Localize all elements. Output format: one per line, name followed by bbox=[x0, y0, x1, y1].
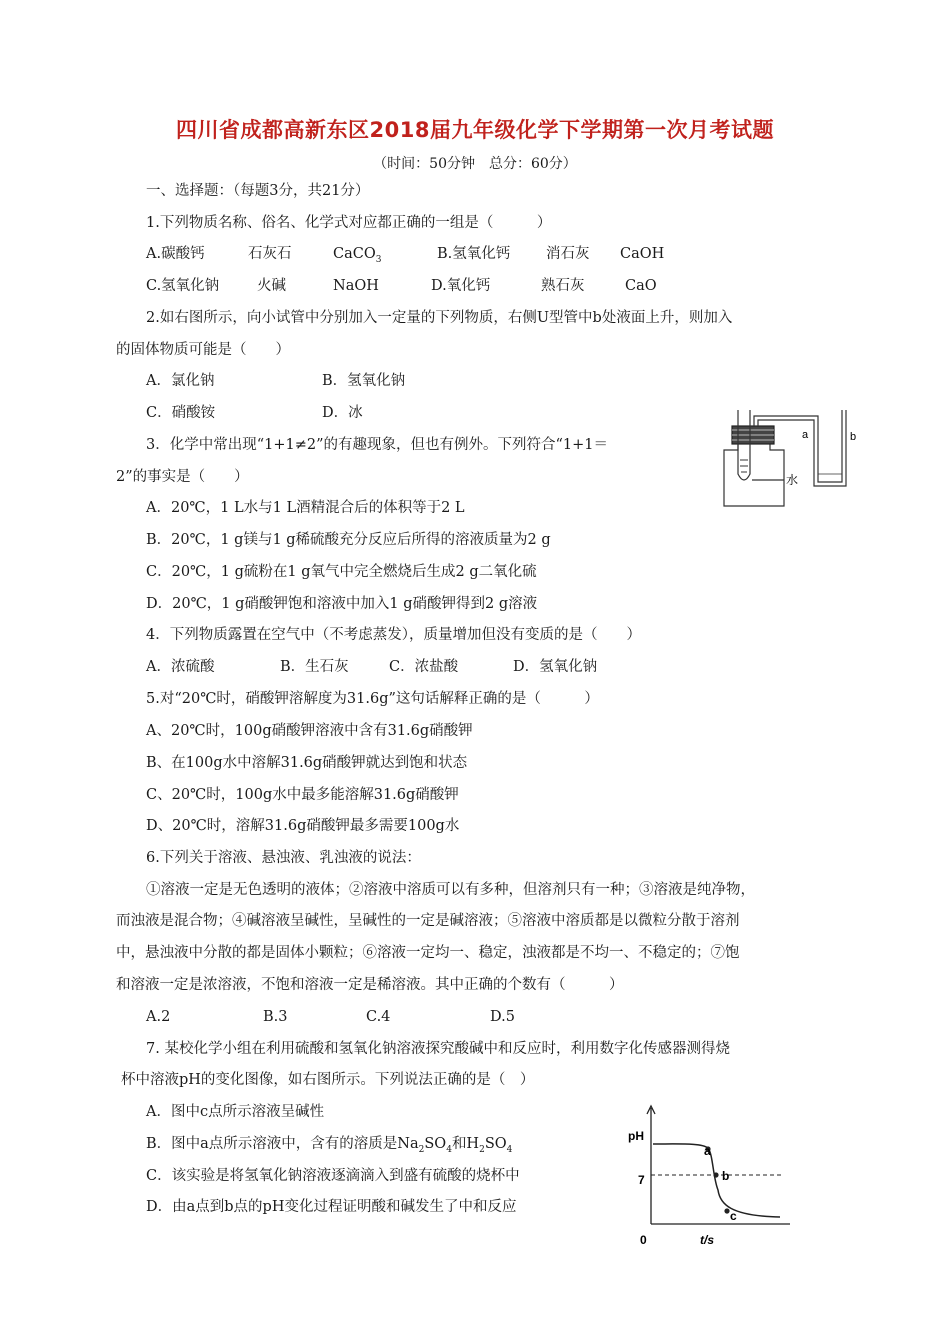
q1-option-d-formula: CaO bbox=[625, 278, 657, 294]
apparatus-label-water: 水 bbox=[786, 473, 799, 487]
q3-option-d: D．20℃，1 g硝酸钾饱和溶液中加入1 g硝酸钾得到2 g溶液 bbox=[146, 596, 538, 612]
question-4-stem: 4．下列物质露置在空气中（不考虑蒸发），质量增加但没有变质的是（ ） bbox=[146, 627, 641, 643]
q1-option-a-formula: CaCO$_3$ bbox=[333, 246, 382, 265]
question-6-text-1: ①溶液一定是无色透明的液体；②溶液中溶质可以有多种，但溶剂只有一种；③溶液是纯净物， bbox=[146, 882, 755, 898]
q4-option-a: A．浓硫酸 bbox=[146, 659, 215, 675]
q6-option-d: D.5 bbox=[490, 1009, 515, 1025]
page-title: 四川省成都高新东区2018届九年级化学下学期第一次月考试题 bbox=[176, 118, 774, 142]
section-heading: 一、选择题：（每题3分，共21分） bbox=[146, 183, 370, 199]
q4-option-d: D．氢氧化钠 bbox=[513, 659, 598, 675]
question-6-text-2: 而浊液是混合物；④碱溶液呈碱性，呈碱性的一定是碱溶液；⑤溶液中溶质都是以微粒分散于溶剂 bbox=[116, 913, 740, 929]
point-a-label: a bbox=[704, 1144, 711, 1158]
q5-option-b: B、在100g水中溶解31.6g硝酸钾就达到饱和状态 bbox=[146, 755, 468, 771]
q2-option-c: C．硝酸铵 bbox=[146, 405, 216, 421]
q1-option-c-formula: NaOH bbox=[333, 278, 379, 294]
apparatus-label-b: b bbox=[850, 431, 857, 443]
question-5-stem: 5.对“20℃时，硝酸钾溶解度为31.6g”这句话解释正确的是（ ） bbox=[146, 691, 599, 707]
q5-option-c: C、20℃时，100g水中最多能溶解31.6g硝酸钾 bbox=[146, 787, 459, 803]
q1-option-b-label: B.氢氧化钙 bbox=[437, 246, 511, 262]
question-3-line-1: 3．化学中常出现“1+1≠2”的有趣现象，但也有例外。下列符合“1+1＝ bbox=[146, 437, 609, 453]
q2-option-a: A．氯化钠 bbox=[146, 373, 215, 389]
ph-curve bbox=[653, 1144, 780, 1217]
ph-7-label: 7 bbox=[638, 1173, 645, 1187]
question-3-line-2: 2”的事实是（ ） bbox=[116, 469, 249, 485]
q2-option-b: B．氢氧化钠 bbox=[322, 373, 406, 389]
q3-option-c: C．20℃，1 g硫粉在1 g氧气中完全燃烧后生成2 g二氧化硫 bbox=[146, 564, 537, 580]
q1-option-d-label: D.氧化钙 bbox=[431, 278, 491, 294]
q7-option-b: B．图中a点所示溶液中，含有的溶质是$Na_2SO_4$和$H_2SO_4$ bbox=[146, 1136, 513, 1155]
q5-option-d: D、20℃时，溶解31.6g硝酸钾最多需要100g水 bbox=[146, 818, 460, 834]
question-2-line-2: 的固体物质可能是（ ） bbox=[116, 342, 290, 358]
question-6-text-3: 中，悬浊液中分散的都是固体小颗粒；⑥溶液一定均一、稳定，浊液都是不均一、不稳定的；⑦饱 bbox=[116, 945, 740, 961]
question-7-line-1: 7. 某校化学小组在利用硫酸和氢氧化钠溶液探究酸碱中和反应时，利用数字化传感器测得烧 bbox=[146, 1041, 730, 1057]
q6-option-c: C.4 bbox=[366, 1009, 391, 1025]
q2-option-d: D．冰 bbox=[322, 405, 363, 421]
point-b bbox=[713, 1172, 718, 1177]
q1-option-b-formula: CaOH bbox=[620, 246, 665, 262]
question-6-stem: 6.下列关于溶液、悬浊液、乳浊液的说法： bbox=[146, 850, 421, 866]
q1-option-c-alias: 火碱 bbox=[257, 278, 286, 294]
q6-option-b: B.3 bbox=[263, 1009, 288, 1025]
q7-option-a: A．图中c点所示溶液呈碱性 bbox=[146, 1104, 325, 1120]
q1-option-b-alias: 消石灰 bbox=[546, 246, 590, 262]
point-c-label: c bbox=[730, 1209, 737, 1223]
q3-option-a: A．20℃，1 L水与1 L酒精混合后的体积等于2 L bbox=[146, 500, 465, 516]
ph-change-chart bbox=[620, 1100, 795, 1250]
q1-option-a-alias: 石灰石 bbox=[248, 246, 292, 262]
question-1-stem: 1.下列物质名称、俗名、化学式对应都正确的一组是（ ） bbox=[146, 215, 552, 231]
q3-option-b: B．20℃，1 g镁与1 g稀硫酸充分反应后所得的溶液质量为2 g bbox=[146, 532, 551, 548]
q1-option-c-label: C.氢氧化钠 bbox=[146, 278, 220, 294]
x-axis-label: t/s bbox=[700, 1233, 715, 1247]
q4-option-c: C．浓盐酸 bbox=[389, 659, 459, 675]
question-6-text-4: 和溶液一定是浓溶液，不饱和溶液一定是稀溶液。其中正确的个数有（ ） bbox=[116, 977, 624, 993]
question-2-line-1: 2.如右图所示，向小试管中分别加入一定量的下列物质，右侧U型管中b处液面上升，则加入 bbox=[146, 310, 733, 326]
q1-option-d-alias: 熟石灰 bbox=[541, 278, 585, 294]
q7-option-d: D．由a点到b点的pH变化过程证明酸和碱发生了中和反应 bbox=[146, 1199, 517, 1215]
q5-option-a: A、20℃时，100g硝酸钾溶液中含有31.6g硝酸钾 bbox=[146, 723, 473, 739]
exam-info: （时间：50分钟 总分：60分） bbox=[373, 156, 577, 172]
apparatus-diagram bbox=[712, 402, 872, 510]
apparatus-label-a: a bbox=[802, 429, 809, 441]
question-7-line-2: 杯中溶液pH的变化图像，如右图所示。下列说法正确的是（ ） bbox=[121, 1072, 535, 1088]
point-c bbox=[724, 1208, 729, 1213]
origin-label: 0 bbox=[640, 1233, 647, 1247]
q1-option-a-label: A.碳酸钙 bbox=[146, 246, 205, 262]
point-b-label: b bbox=[722, 1169, 730, 1183]
q7-option-c: C．该实验是将氢氧化钠溶液逐滴滴入到盛有硫酸的烧杯中 bbox=[146, 1168, 520, 1184]
y-axis-label: pH bbox=[628, 1129, 644, 1143]
q4-option-b: B．生石灰 bbox=[280, 659, 349, 675]
q6-option-a: A.2 bbox=[146, 1009, 171, 1025]
